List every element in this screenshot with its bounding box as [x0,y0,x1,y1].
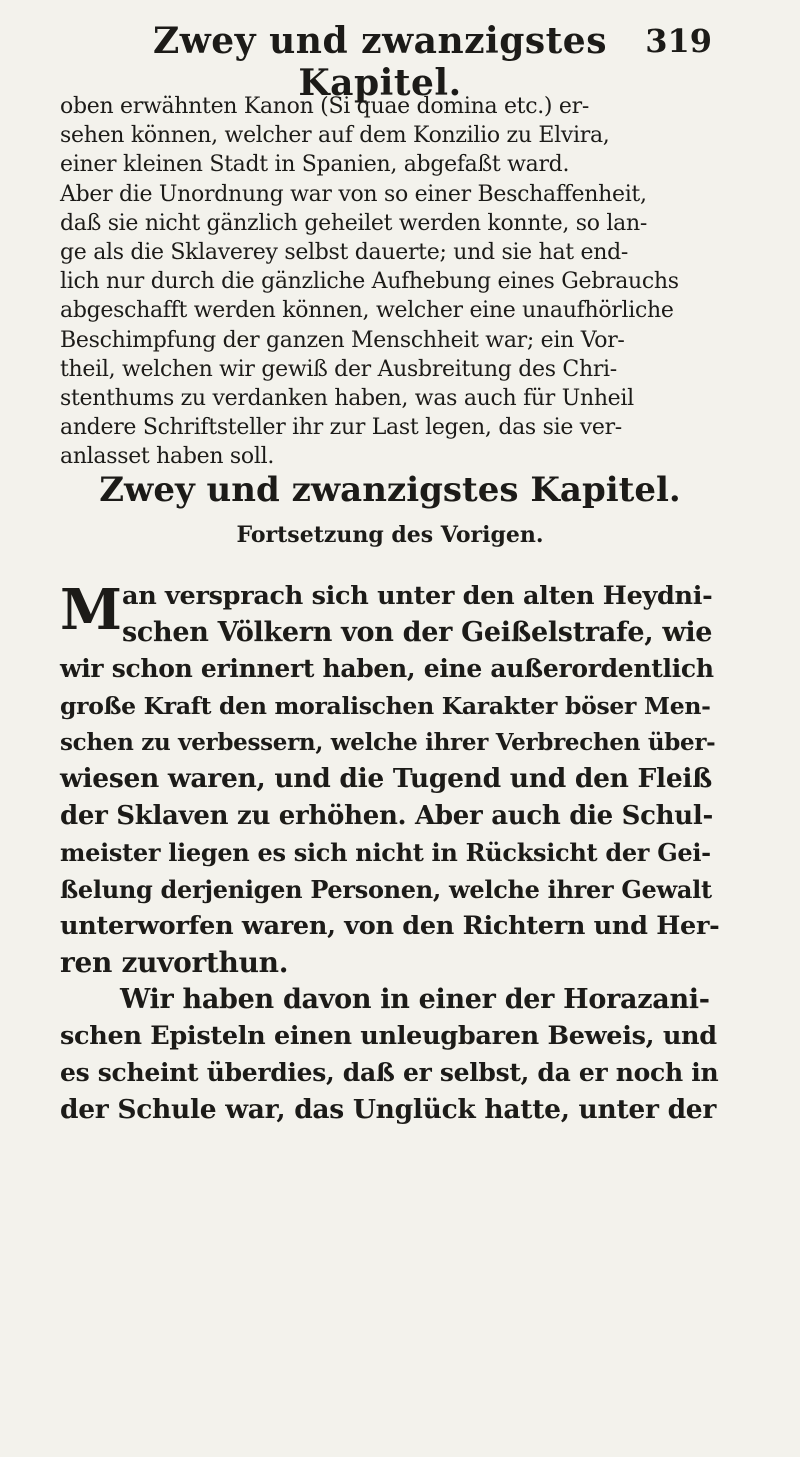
text-line: sehen können, welcher auf dem Konzilio zu Elvira, [60,123,610,149]
text-line: ge als die Sklaverey selbst dauerte; und sie hat end- [60,239,629,265]
chapter-subtitle: Fortsetzung des Vorigen. [236,522,544,548]
text-line: oben erwähnten Kanon (Si quae domina etc.) er- [60,94,589,119]
text-line: wiesen waren, und die Tugend und den Fleiß [60,763,712,795]
text-line: einer kleinen Stadt in Spanien, abgefaßt ward. [60,152,570,178]
running-head [0,6,800,104]
text-line: ßelung derjenigen Personen, welche ihrer Gewalt [60,874,712,904]
running-title: Zwey und zwanzigstes Kapitel. [153,20,607,104]
text-line: lich nur durch die gänzliche Aufhebung eines Gebrauchs [60,269,679,295]
text-line: große Kraft den moralischen Karakter böser Men- [60,692,711,721]
text-line: unterworfen waren, von den Richtern und Her- [60,911,720,942]
text-line: abgeschafft werden können, welcher eine unaufhörliche [60,298,674,324]
text-line: wir schon erinnert haben, eine außerordentlich [60,654,714,684]
text-line: ren zuvorthun. [60,945,289,979]
text-line: schen Episteln einen unleugbaren Beweis, und [60,1021,717,1052]
text-line: stenthums zu verdanken haben, was auch für Unheil [60,385,634,411]
text-line: an versprach sich unter den alten Heydni- [122,581,713,611]
text-line: theil, welchen wir gewiß der Ausbreitung des Chri- [60,356,617,382]
text-line: meister liegen es sich nicht in Rücksicht der Gei- [60,837,711,867]
text-line: schen zu verbessern, welche ihrer Verbrechen über- [60,728,716,756]
text-line: der Sklaven zu erhöhen. Aber auch die Schul- [60,801,713,832]
text-line: daß sie nicht gänzlich geheilet werden konnte, so lan- [60,210,647,236]
chapter-heading: Zwey und zwanzigstes Kapitel. [99,470,681,510]
previous-chapter-text [60,92,720,471]
chapter-text [60,578,720,1128]
text-line: es scheint überdies, daß er selbst, da er noch in [60,1057,719,1087]
text-line: schen Völkern von der Geißelstrafe, wie [122,616,713,648]
text-line: der Schule war, das Unglück hatte, unter der [60,1093,717,1125]
text-line: anlasset haben soll. [60,444,275,470]
text-line: andere Schriftsteller ihr zur Last legen, das sie ver- [60,415,622,441]
text-line: Wir haben davon in einer der Horazani- [120,983,710,1015]
drop-cap: M [60,577,122,643]
page-number: 319 [645,22,712,60]
text-line: Aber die Unordnung war von so einer Beschaffenheit, [60,181,647,207]
text-line: Beschimpfung der ganzen Menschheit war; ein Vor- [60,327,625,353]
